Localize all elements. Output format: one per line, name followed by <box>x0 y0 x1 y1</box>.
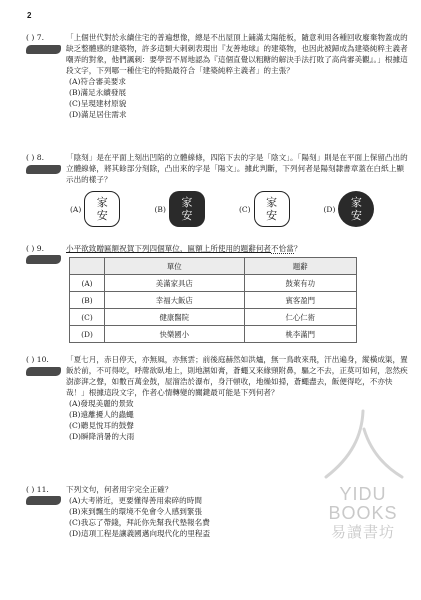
answer-blank[interactable]: ( ) 10. <box>26 355 49 364</box>
option-b[interactable]: (B)遠離擾人的蟲蠅 <box>69 410 134 419</box>
option-b[interactable]: (B)來到飄生的環境不免會令人感到緊張 <box>69 507 203 516</box>
table-row[interactable]: (D) 快樂國小 桃李滿門 <box>70 326 357 343</box>
option-b[interactable]: (B) 家 安 <box>155 191 240 227</box>
stamp-outline-square: 家 安 <box>254 191 290 227</box>
question-7 <box>26 32 408 120</box>
table-header-row <box>70 258 357 275</box>
question-text: 小平欲致贈匾額祝賀下列四個單位，匾額上所使用的題辭何者 <box>66 244 272 253</box>
option-a[interactable]: (A)大考將近，更要懂得善用索碎的時間 <box>69 496 202 505</box>
option-d[interactable]: (D)瞬降消暑的大雨 <box>69 432 135 441</box>
page-number: 2 <box>27 11 32 20</box>
question-badge <box>26 165 61 174</box>
stamp-filled-circle: 家 安 <box>338 191 374 227</box>
question-9: ( ) 9. 小平欲致贈匾額祝賀下列四個單位，匾額上所使用的題辭何者不恰當？ 單位 題辭 (A) 美滿家具店 鼓萊有功 (B) 幸福大飯店 賓客盈門 (C) 健康醫院 仁心仁術 (D) 快樂國小 桃李滿門 <box>26 243 408 343</box>
option-c[interactable]: (C) 家 安 <box>239 191 324 227</box>
table-row[interactable]: (A) 美滿家具店 鼓萊有功 <box>70 275 357 292</box>
option-c[interactable]: (C)我忘了帶錢，拜託你先幫我代墊報名費 <box>69 518 210 527</box>
answer-blank[interactable]: ( ) 7. <box>26 33 44 42</box>
table-row[interactable]: (B) 幸福大飯店 賓客盈門 <box>70 292 357 309</box>
option-a[interactable]: (A)發現美麗的景致 <box>69 399 134 408</box>
option-d[interactable]: (D)這項工程是讓義國邁向現代化的里程盃 <box>69 529 211 538</box>
answer-blank[interactable]: ( ) 11. <box>26 485 49 494</box>
stamp-outline-octagon: 家 安 <box>84 191 120 227</box>
column-header-inscription: 題辭 <box>244 258 356 275</box>
question-text: 「夏七月，赤日停天，亦無風，亦無雲；前後庭赫然如洪爐，無一鳥敢來飛，汗出遍身，縱橫成渠，置飯於前，不可得吃，呼蓆欲臥地上，則地濕如膏，蒼蠅又來緣頸附鼻，驅之不去，正莫可如何，忽然疾澍澎湃之聲，如數百萬金鼓，屋溜浩於瀑布，身汗頓收，地燥如掃，蒼蠅盡去，飯便得吃，不亦快哉！」根據這段文字，作者心情轉變的關鍵最可能是下列何者？ <box>66 355 408 397</box>
question-badge <box>26 496 61 505</box>
option-c[interactable]: (C)呈現建材原貌 <box>69 99 127 108</box>
option-c[interactable]: (C)聽見悅耳的鼓聲 <box>69 421 134 430</box>
question-8 <box>26 152 408 227</box>
option-d[interactable]: (D) 家 安 <box>324 191 409 227</box>
question-badge <box>26 255 61 264</box>
question-emphasis: 不恰當 <box>271 244 294 253</box>
plaque-table <box>69 257 357 343</box>
question-badge <box>26 367 61 376</box>
watermark <box>316 485 410 541</box>
question-text: 「上個世代對於永續住宅的普遍想像，總是不出屋頂上鋪滿太陽能板，隨意利用各種回收廢棄物蓋成的缺乏整體感的建築物，許多這類大刺刺表現出『友善地球』的建築物，也因此被歸成為建築純粹主義者嘲弄的對象，他們諷刺：要學習不屑地認為『這個直覺以粗糖的解決手法打敗了高尚審美觀』。」根據這段文字，下列哪一種住宅的特點最符合「建築純粹主義者」的主張？ <box>66 33 408 75</box>
table-row[interactable]: (C) 健康醫院 仁心仁術 <box>70 309 357 326</box>
watermark-line-1: YIDU <box>339 484 387 504</box>
answer-blank[interactable]: ( ) 8. <box>26 153 44 162</box>
answer-blank[interactable]: ( ) 9. <box>26 244 44 253</box>
watermark-line-3: 易讀書坊 <box>330 523 395 541</box>
stamp-options <box>70 191 408 227</box>
option-a[interactable]: (A)符合審美要求 <box>69 77 126 86</box>
stamp-filled-octagon: 家 安 <box>169 191 205 227</box>
option-b[interactable]: (B)滿足永續發展 <box>69 88 127 97</box>
column-header-unit: 單位 <box>105 258 245 275</box>
watermark-logo-icon <box>318 405 408 483</box>
question-text: 下列文句，何者用字完全正確？ <box>66 485 173 494</box>
watermark-line-2: BOOKS <box>328 503 398 523</box>
option-d[interactable]: (D)滿足居住需求 <box>69 110 127 119</box>
question-11 <box>26 484 316 539</box>
question-badge <box>26 45 61 54</box>
option-a[interactable]: (A) 家 安 <box>70 191 155 227</box>
question-text: 「陰刻」是在平面上刻出凹陷的立體線條，四陷下去的字是「陰文」。「陽刻」則是在平面上保留凸出的立體線條，將其餘部分刻除，凸出來的字是「陽文」。據此判斷，下列何者是陽刻隸書章蓋在白紙上顯示出的樣子？ <box>66 153 408 184</box>
